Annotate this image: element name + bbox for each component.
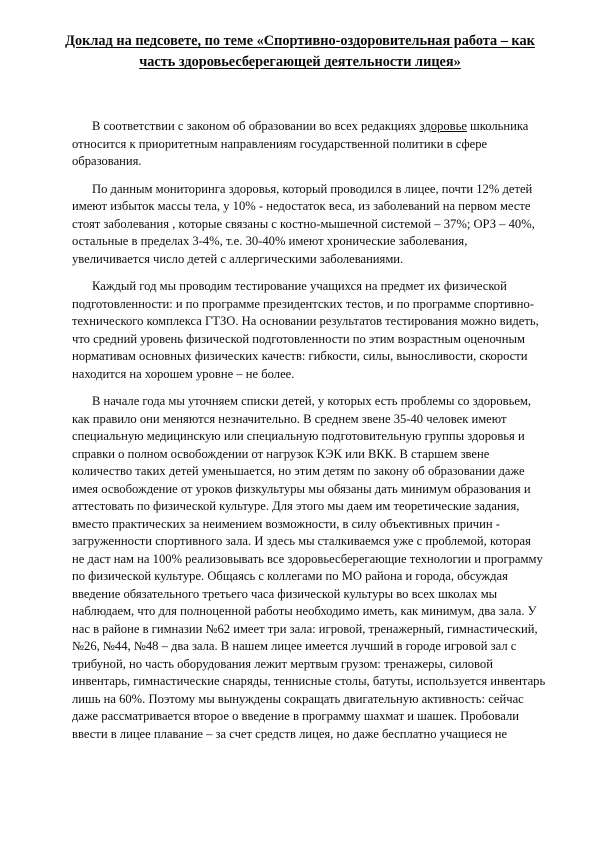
text-run: подготовленности: и по программе президентских тестов, и по программе спортивно- — [72, 296, 535, 311]
text-run: школьника — [466, 119, 529, 133]
paragraph-line — [72, 463, 528, 481]
paragraph-line — [72, 278, 528, 296]
text-run: Каждый год мы проводим тестирование учащихся на предмет их физической — [92, 279, 507, 293]
text-run: относится к приоритетным направлениям государственной политики в сфере — [72, 136, 488, 151]
paragraph-line — [72, 691, 528, 709]
paragraph-line — [72, 603, 537, 621]
paragraph — [72, 278, 539, 383]
paragraph-line — [72, 621, 538, 639]
text-run: наблюдаем, что для полноценной работы необходимо иметь, как минимум, два зала. У — [72, 604, 537, 618]
paragraph-line — [72, 516, 528, 534]
text-run: вместо практических за неимением возможности, в силу объективных причин - — [72, 516, 500, 531]
text-run: аттестовать по физической культуре. Для этого мы даем им теоретические задания, — [72, 499, 520, 513]
text-run: увеличивается число детей с аллергическими заболеваниями. — [72, 251, 404, 266]
paragraph-line — [72, 411, 528, 429]
text-run: технического комплекса ГТЗО. На основании результатов тестирования можно видеть, — [72, 314, 539, 328]
paragraph — [72, 393, 546, 743]
text-run: не даст нам на 100% реализовывать все здоровьесберегающие технологии и программу — [72, 551, 543, 566]
paragraph-line — [72, 313, 539, 331]
paragraph-line — [72, 726, 528, 744]
paragraph-line — [72, 393, 532, 411]
paragraph-line — [72, 656, 528, 674]
paragraph-line — [72, 251, 528, 269]
paragraph-line — [72, 586, 528, 604]
text-run: по физической культуре. Общаясь с коллегами по МО района и города, обсуждая — [72, 569, 508, 583]
paragraph-line — [72, 181, 533, 199]
paragraph-line — [72, 638, 528, 656]
text-run: справки о полном освобождении от нагрузок КЭК или ВКК. В старшем звене — [72, 446, 490, 461]
text-run: трибуной, но часть оборудования лежит мертвым грузом: тренажеры, силовой — [72, 656, 493, 671]
paragraph-line — [72, 551, 543, 569]
text-run: что средний уровень физической подготовленности по этим возрастным оценочным — [72, 331, 525, 346]
paragraph-line — [72, 198, 531, 216]
text-run: №26, №44, №48 – два зала. В нашем лицее имеется лучший в городе игровой зал с — [72, 639, 517, 653]
text-run: В начале года мы уточняем списки детей, у которых есть проблемы со здоровьем, — [92, 394, 532, 408]
document-title — [40, 31, 560, 73]
text-run: лишь на 60%. Поэтому мы вынуждены сокращать двигательную активность: сейчас — [72, 691, 524, 706]
paragraph-line — [72, 498, 528, 516]
paragraph-line — [72, 136, 528, 154]
paragraph-line — [72, 153, 528, 171]
text-run: По данным мониторинга здоровья, который проводился в лицее, почти 12% детей — [92, 181, 533, 196]
text-run: находится на хорошем уровне – не более. — [72, 366, 295, 381]
paragraph-line — [72, 708, 528, 726]
paragraph-line — [72, 348, 528, 366]
paragraph-line — [72, 446, 528, 464]
paragraph-line — [72, 216, 535, 234]
title-line-1: Доклад на педсовете, по теме «Спортивно-оздоровительная работа – как — [65, 33, 535, 49]
text-run: имея освобождение от уроков физкультуры мы обязаны дать минимум образования и — [72, 481, 531, 496]
paragraph — [72, 181, 535, 269]
title-line-2: часть здоровьесберегающей деятельности лицея» — [139, 54, 461, 70]
text-run: образования. — [72, 154, 142, 168]
text-run: остальные в пределах 3-4%, т.е. 30-40% имеют хронические заболевания, — [72, 234, 468, 248]
text-run: инвентарь, гимнастические снаряды, теннисные столы, батуты, используется инвентарь — [72, 674, 546, 688]
text-run: специальную медицинскую или специальную подготовительную группы здоровья и — [72, 429, 525, 443]
paragraph-line — [72, 331, 528, 349]
underlined-word: здоровье — [419, 119, 467, 133]
paragraph-line — [72, 366, 528, 384]
text-run: стоят заболевания , которые связаны с костно-мышечной системой – 37%; ОРЗ – 40%, — [72, 216, 535, 231]
paragraph-line — [72, 481, 531, 499]
text-run: В соответствии с законом об образовании во всех редакциях — [92, 119, 420, 133]
paragraph-line — [72, 296, 535, 314]
paragraph-line — [72, 568, 528, 586]
paragraph-line — [72, 118, 528, 136]
text-run: нас в районе в гимназии №62 имеет три зала: игровой, тренажерный, гимнастический, — [72, 621, 538, 636]
text-run: ввести в лицее плавание – за счет средств лицея, но даже бесплатно учащиеся не — [72, 726, 508, 741]
paragraph-line — [72, 673, 546, 691]
text-run: имеют избыток массы тела, у 10% - недостаток веса, из заболеваний на первом месте — [72, 199, 531, 213]
paragraph-line — [72, 233, 528, 251]
document-body — [72, 118, 546, 753]
text-run: введение обязательного третьего часа физической культуры во всех школах мы — [72, 586, 498, 601]
paragraph-line — [72, 428, 528, 446]
text-run: загруженности спортивного зала. И здесь мы сталкиваемся уже с проблемой, которая — [72, 534, 531, 548]
text-run: количество таких детей уменьшается, но этим детям по закону об образовании даже — [72, 464, 525, 478]
paragraph-line — [72, 533, 531, 551]
paragraph — [72, 118, 528, 171]
text-run: нормативам основных физических качеств: гибкости, силы, выносливости, скорости — [72, 349, 528, 363]
text-run: даже рассматривается второе о введение в программу шахмат и шашек. Пробовали — [72, 709, 520, 723]
text-run: как правило они меняются незначительно. В среднем звене 35-40 человек имеют — [72, 411, 507, 426]
